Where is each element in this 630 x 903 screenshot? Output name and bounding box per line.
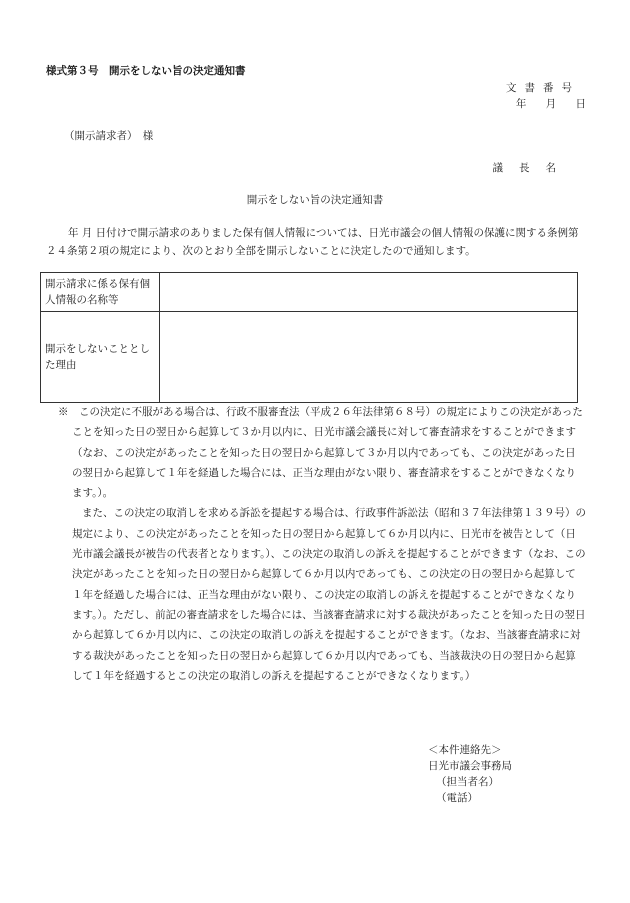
record-name-label: 開示請求に係る保有個人情報の名称等: [41, 273, 160, 312]
chairperson-name: 議長名: [492, 162, 572, 174]
document-number: 文書番号: [506, 82, 580, 94]
body-paragraph: 年 月 日付けで開示請求のありました保有個人情報については、日光市議会の個人情報の保護に関する条例第２４条第２項の規定により、次のとおり全部を開示しないことに決定したので通知します。: [46, 227, 579, 257]
body-text: [46, 224, 586, 260]
date-line: 年 月 日: [515, 98, 586, 110]
info-table: [40, 272, 578, 403]
contact-phone: （電話）: [436, 792, 478, 804]
table-row: [41, 312, 578, 403]
table-row: [41, 273, 578, 312]
appeal-notes: [58, 402, 586, 686]
contact-person: （担当者名）: [436, 776, 499, 788]
contact-heading: ＜本件連絡先＞: [428, 744, 502, 756]
requester-name: （開示請求者） 様: [64, 130, 154, 142]
appeal-note-review: ※ この決定に不服がある場合は、行政不服審査法（平成２６年法律第６８号）の規定によりこの決定があったことを知った日の翌日から起算して３か月以内に、日光市議会議長に対して審査請求をすることができます（なお、この決定があったことを知った日の翌日から起算して３か月以内であっても、この決定があった日の翌日から起算して１年を経過した場合には、正当な理由がない限り、審査請求をすることができなくなります。）。: [58, 406, 583, 500]
reason-label: 開示をしないこととした理由: [41, 312, 160, 403]
contact-office: 日光市議会事務局: [428, 760, 512, 772]
contact-block: [428, 742, 512, 806]
record-name-value: [160, 273, 578, 312]
appeal-note-lawsuit: また、この決定の取消しを求める訴訟を提起する場合は、行政事件訴訟法（昭和３７年法律第１３９号）の規定により、この決定があったことを知った日の翌日から起算して６か月以内に、日光市を被告として（日光市議会議長が被告の代表者となります。）、この決定の取消しの訴えを提起することができます（なお、この決定があったことを知った日の翌日から起算して６か月以内であっても、この決定の日の翌日から起算して１年を経過した場合には、正当な理由がない限り、この決定の取消しの訴えを提起することができなくなります。）。ただし、前記の審査請求をした場合には、当該審査請求に対する裁決があったことを知った日の翌日から起算して６か月以内に、この決定の取消しの訴えを提起することができます。（なお、当該審査請求に対する裁決があったことを知った日の翌日から起算して６か月以内であっても、当該裁決の日の翌日から起算して１年を経過するとこの決定の取消しの訴えを提起することができなくなります。）: [72, 507, 586, 682]
reason-value: [160, 312, 578, 403]
form-label: 様式第３号 開示をしない旨の決定通知書: [46, 65, 246, 77]
notice-title: 開示をしない旨の決定通知書: [246, 194, 384, 206]
